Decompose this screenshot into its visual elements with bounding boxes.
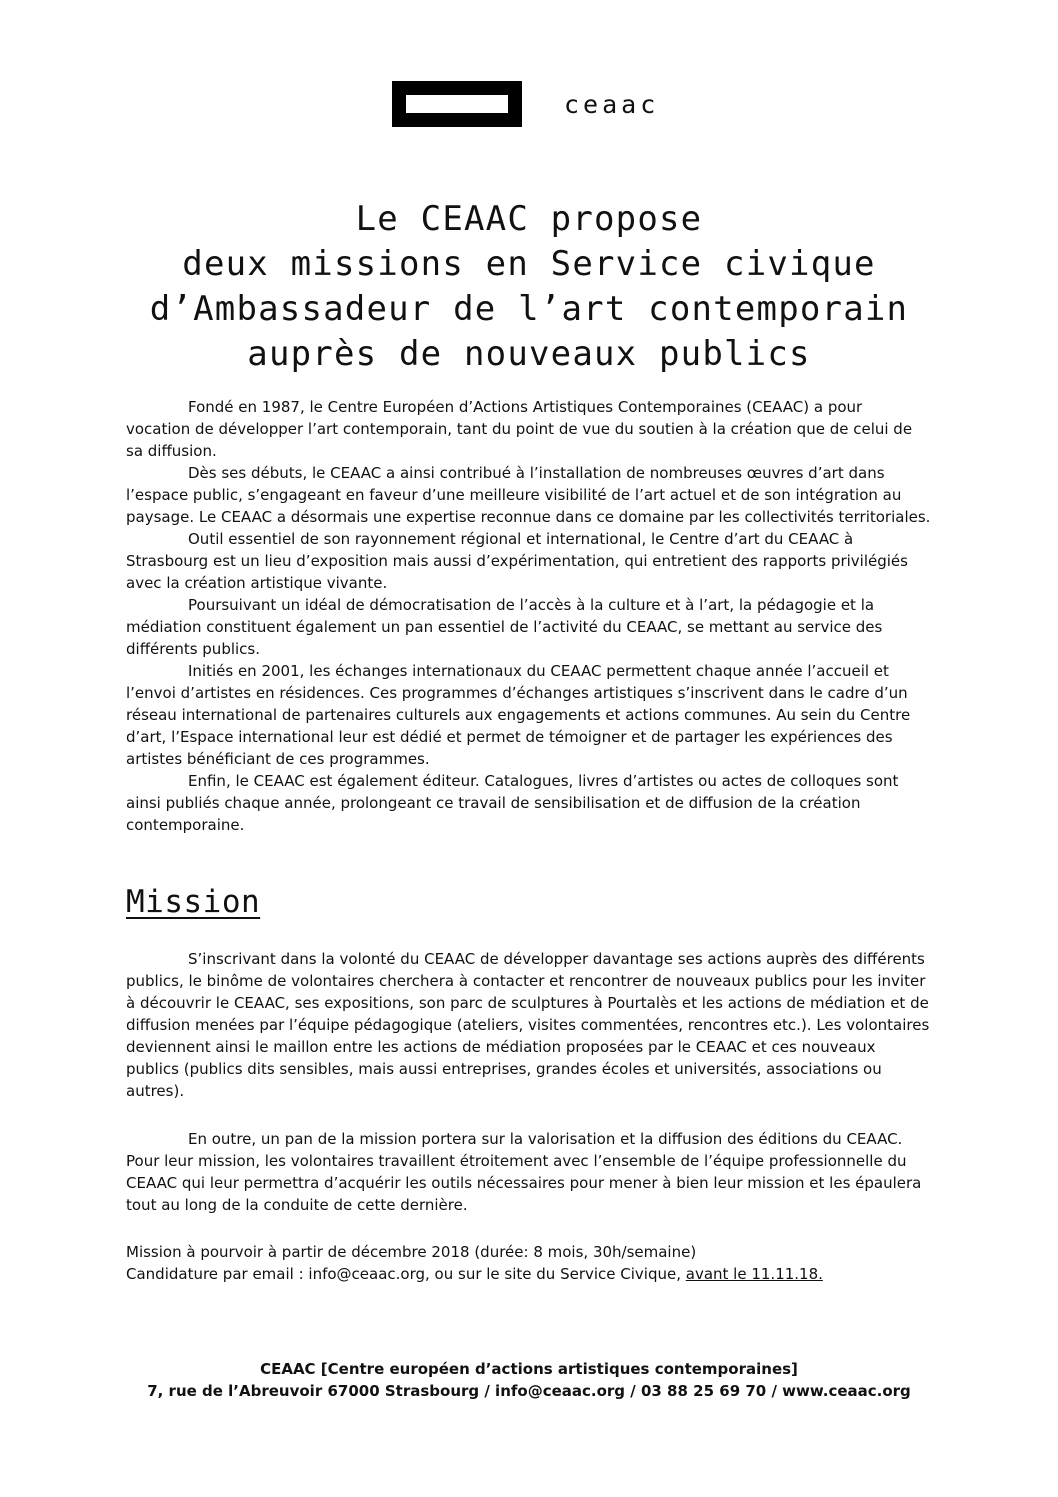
mission-section <box>126 948 931 1102</box>
title-line: Le CEAAC propose <box>355 198 703 239</box>
mission-heading: Mission <box>126 884 261 920</box>
intro-paragraph: Initiés en 2001, les échanges internationaux du CEAAC permettent chaque année l’accueil et l’envoi d’artistes en résidences. Ces programmes d’échanges artistiques s’inscrivent dans le cadre d’un réseau international de partenaires culturels aux engagements et actions communes. Au sein du Centre d’art, l’Espace international leur est dédié et permet de témoigner et de partager les expériences des artistes bénéficiant de ces programmes. <box>126 662 911 768</box>
application-line <box>126 1263 931 1285</box>
page-header <box>392 81 659 127</box>
footer-contact: 7, rue de l’Abreuvoir 67000 Strasbourg / info@ceaac.org / 03 88 25 69 70 / www.ceaac.org <box>147 1382 911 1400</box>
mission-section-continued <box>126 1128 931 1216</box>
page-title <box>100 197 958 377</box>
intro-section <box>126 396 931 836</box>
title-line: deux missions en Service civique <box>182 243 876 284</box>
footer-organization: CEAAC [Centre européen d’actions artistiques contemporaines] <box>260 1360 798 1378</box>
intro-paragraph: Fondé en 1987, le Centre Européen d’Actions Artistiques Contemporaines (CEAAC) a pour vocation de développer l’art contemporain, tant du point de vue du soutien à la création que de celui de sa diffusion. <box>126 398 913 460</box>
intro-paragraph: Outil essentiel de son rayonnement régional et international, le Centre d’art du CEAAC à Strasbourg est un lieu d’exposition mais aussi d’expérimentation, qui entretient des rapports privilégiés avec la création artistique vivante. <box>126 530 908 592</box>
deadline-text: avant le 11.11.18. <box>685 1265 823 1283</box>
logo-bar <box>406 95 508 113</box>
application-notice <box>126 1241 931 1285</box>
title-line: d’Ambassadeur de l’art contemporain <box>149 288 909 329</box>
brand-name: ceaac <box>564 89 660 119</box>
page-footer <box>0 1358 1058 1402</box>
intro-paragraph: Poursuivant un idéal de démocratisation de l’accès à la culture et à l’art, la pédagogie et la médiation constituent également un pan essentiel de l’activité du CEAAC, se mettant au service des différents publics. <box>126 596 883 658</box>
ceaac-logo <box>392 81 522 127</box>
mission-start-line: Mission à pourvoir à partir de décembre 2018 (durée: 8 mois, 30h/semaine) <box>126 1243 697 1261</box>
mission-paragraph: En outre, un pan de la mission portera sur la valorisation et la diffusion des éditions du CEAAC. Pour leur mission, les volontaires travaillent étroitement avec l’ensemble de l’équipe professionnelle du CEAAC qui leur permettra d’acquérir les outils nécessaires pour mener à bien leur mission et les épaulera tout au long de la conduite de cette dernière. <box>126 1130 922 1214</box>
intro-paragraph: Enfin, le CEAAC est également éditeur. Catalogues, livres d’artistes ou actes de colloques sont ainsi publiés chaque année, prolongeant ce travail de sensibilisation et de diffusion de la création contemporaine. <box>126 772 899 834</box>
application-text: Candidature par email : info@ceaac.org, ou sur le site du Service Civique, <box>126 1265 686 1283</box>
intro-paragraph: Dès ses débuts, le CEAAC a ainsi contribué à l’installation de nombreuses œuvres d’art dans l’espace public, s’engageant en faveur d’une meilleure visibilité de l’art actuel et de son intégration au paysage. Le CEAAC a désormais une expertise reconnue dans ce domaine par les collectivités territoriales. <box>126 464 931 526</box>
mission-paragraph: S’inscrivant dans la volonté du CEAAC de développer davantage ses actions auprès des différents publics, le binôme de volontaires cherchera à contacter et rencontrer de nouveaux publics pour les inviter à découvrir le CEAAC, ses expositions, son parc de sculptures à Pourtalès et les actions de médiation et de diffusion menées par l’équipe pédagogique (ateliers, visites commentées, rencontres etc.). Les volontaires deviennent ainsi le maillon entre les actions de médiation proposées par le CEAAC et ces nouveaux publics (publics dits sensibles, mais aussi entreprises, grandes écoles et universités, associations ou autres). <box>126 950 930 1100</box>
title-line: auprès de nouveaux publics <box>247 333 811 374</box>
